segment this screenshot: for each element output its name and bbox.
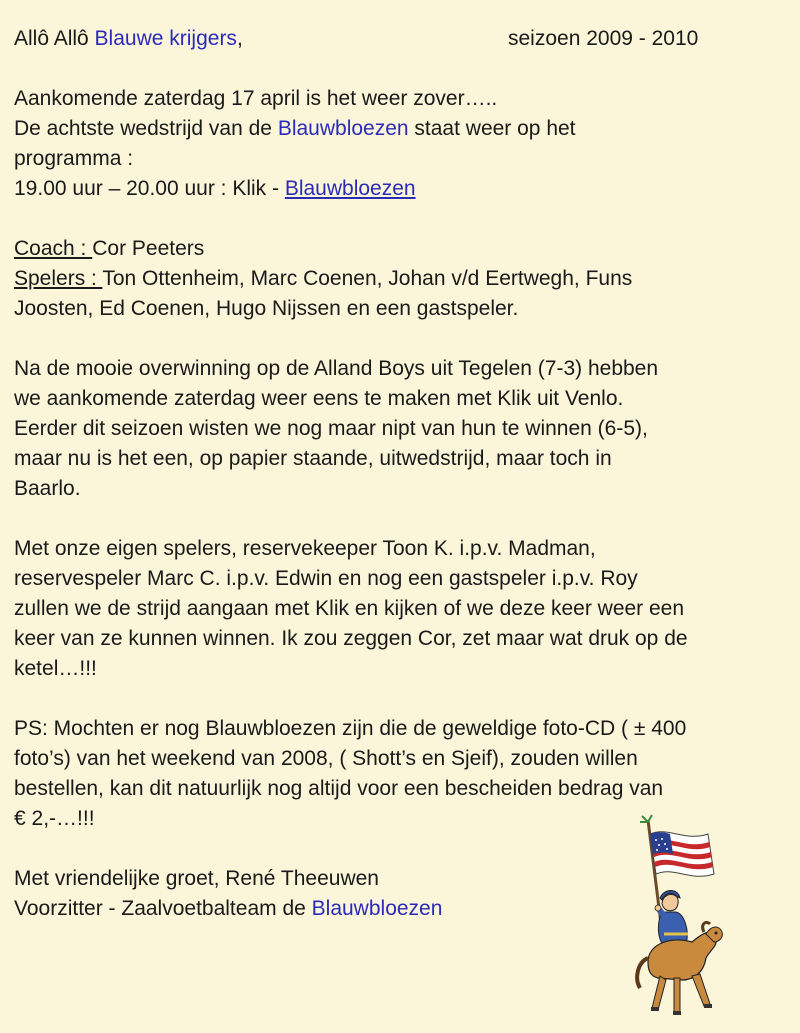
signature-role: Voorzitter - Zaalvoetbalteam de [14,897,312,920]
team-link[interactable]: Blauwbloezen [284,177,416,200]
ps-line: bestellen, kan dit natuurlijk nog altijd voor een bescheiden bedrag van [14,777,664,800]
ps-line: PS: Mochten er nog Blauwbloezen zijn die de geweldige foto-CD ( ± 400 [14,717,687,740]
players-line-1 [14,264,794,294]
intro-line-2-text: De achtste wedstrijd van de [14,117,278,140]
paragraph-line: Met onze eigen spelers, reservekeeper Toon K. i.p.v. Madman, [14,537,596,560]
team-name: Blauwbloezen [277,117,409,140]
letter-body [14,24,794,924]
ps-line: foto’s) van het weekend van 2008, ( Shott’s en Sjeif), zouden willen [14,747,638,770]
paragraph-line: Na de mooie overwinning op de Alland Boys uit Tegelen (7-3) hebben [14,357,659,380]
paragraph-line: Baarlo. [14,477,81,500]
players-line-2: Joosten, Ed Coenen, Hugo Nijssen en een gastspeler. [14,297,519,320]
team-nickname: Blauwe krijgers [94,27,237,50]
players-label: Spelers : [14,267,103,290]
intro-line-2 [14,114,794,144]
greeting-text: Allô Allô [14,27,95,50]
paragraph-line: reservespeler Marc C. i.p.v. Edwin en nog een gastspeler i.p.v. Roy [14,567,638,590]
players-list-1: Ton Ottenheim, Marc Coenen, Johan v/d Eertwegh, Funs [102,267,633,290]
coach-label: Coach : [14,237,93,260]
paragraph-line: keer van ze kunnen winnen. Ik zou zeggen Cor, zet maar wat druk op de [14,627,688,650]
paragraph-line: we aankomende zaterdag weer eens te maken met Klik uit Venlo. [14,387,624,410]
paragraph-line: Eerder dit seizoen wisten we nog maar nipt van hun te winnen (6-5), [14,417,648,440]
season-label: seizoen 2009 - 2010 [508,27,699,50]
ps-line: € 2,-…!!! [14,807,95,830]
paragraph-line: zullen we de strijd aangaan met Klik en kijken of we deze keer weer een [14,597,685,620]
team-name-signature: Blauwbloezen [311,897,443,920]
greeting-comma: , [236,27,243,50]
paragraph-line: maar nu is het een, op papier staande, uitwedstrijd, maar toch in [14,447,612,470]
coach-name: Cor Peeters [92,237,205,260]
rider-figure [655,891,688,945]
coach-line [14,234,794,264]
paragraph-line: ketel…!!! [14,657,97,680]
schedule-line [14,174,794,204]
signature-line-1: Met vriendelijke groet, René Theeuwen [14,867,379,890]
schedule-text: 19.00 uur – 20.00 uur : Klik - [14,177,285,200]
intro-line-1: Aankomende zaterdag 17 april is het weer zover….. [14,87,498,110]
intro-line-2-tail: staat weer op het [408,117,576,140]
cavalry-flag-bearer-illustration [618,812,728,1022]
intro-line-3: programma : [14,147,134,170]
